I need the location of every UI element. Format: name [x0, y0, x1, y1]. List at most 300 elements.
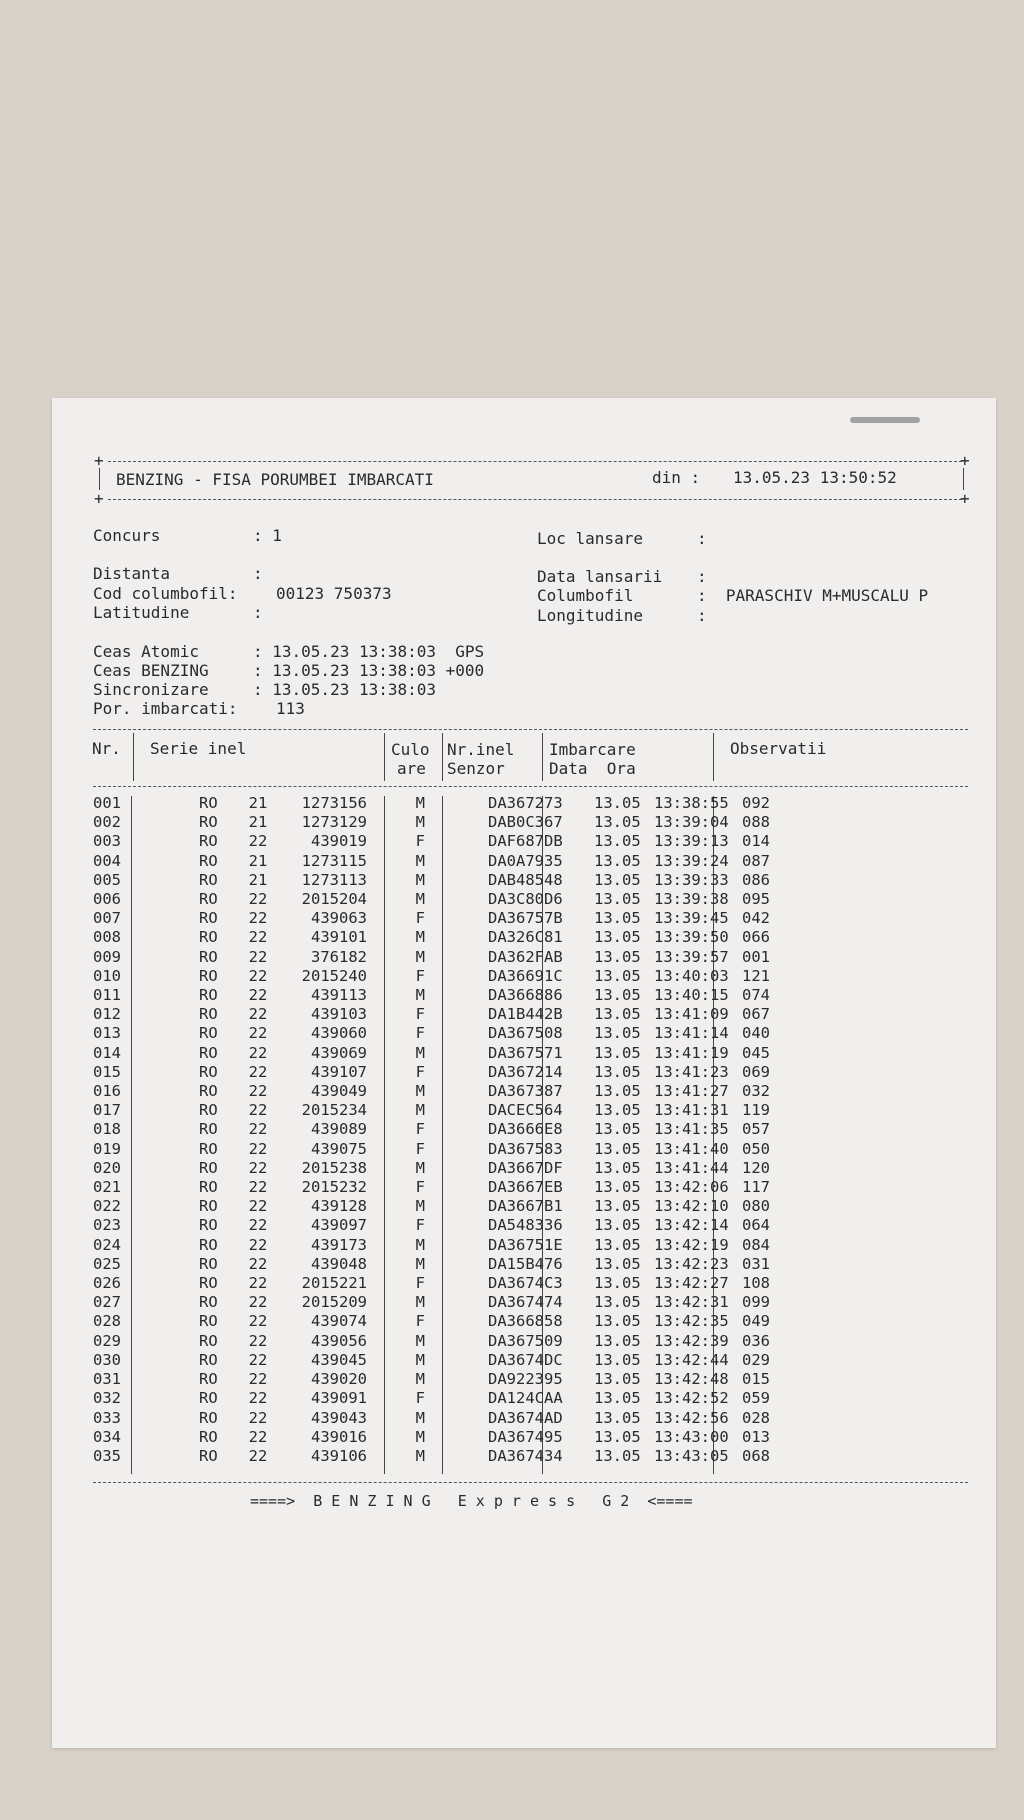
row-observatii: 069: [742, 1062, 770, 1081]
col-header-serie-inel: Serie inel: [150, 739, 247, 758]
row-observatii: 095: [742, 890, 770, 909]
row-sex: F: [415, 1178, 425, 1197]
row-culoare: [431, 1332, 483, 1351]
row-year: 22: [248, 1005, 268, 1024]
table-row: [93, 928, 802, 947]
row-date: 13.05: [594, 1446, 641, 1465]
row-culoare: [431, 852, 483, 871]
row-year: 22: [248, 1370, 268, 1389]
table-row: [93, 1197, 802, 1216]
header-box-bottom-left: +: [94, 489, 104, 508]
row-culoare: [431, 1370, 483, 1389]
row-culoare: [431, 1274, 483, 1293]
col-divider-serie: [384, 733, 385, 781]
row-country: RO: [199, 909, 218, 928]
row-country: RO: [199, 1005, 218, 1024]
row-sensor: DA367508: [488, 1024, 563, 1043]
row-year: 22: [248, 947, 268, 966]
table-header-rule: [93, 786, 968, 787]
row-nr: 001: [93, 794, 121, 812]
row-observatii: 057: [742, 1120, 770, 1139]
row-culoare: [431, 1351, 483, 1370]
row-sex: M: [415, 986, 425, 1005]
row-nr: 025: [93, 1254, 121, 1273]
table-row: [93, 1024, 802, 1043]
row-nr: 027: [93, 1293, 121, 1312]
row-observatii: 064: [742, 1216, 770, 1235]
row-culoare: [431, 986, 483, 1005]
row-sex: M: [415, 1254, 425, 1273]
row-culoare: [431, 1216, 483, 1235]
row-sensor: DA367387: [488, 1082, 563, 1101]
header-box-top-right: +: [960, 451, 970, 470]
row-sensor: DA366886: [488, 986, 563, 1005]
row-ring-number: 439019: [311, 832, 367, 851]
latitudine-label: Latitudine: [93, 603, 190, 622]
row-nr: 012: [93, 1005, 121, 1024]
row-ring-number: 439101: [311, 928, 367, 947]
table-row: [93, 1389, 802, 1408]
row-nr: 023: [93, 1216, 121, 1235]
table-row: [93, 1082, 802, 1101]
row-culoare: [431, 1063, 483, 1082]
row-country: RO: [199, 1408, 218, 1427]
table-row: [93, 1044, 802, 1063]
row-ring-number: 439173: [311, 1235, 367, 1254]
distanta-label: Distanta: [93, 564, 171, 583]
row-ring-number: 1273129: [301, 813, 367, 832]
table-row: [93, 1274, 802, 1293]
row-nr: 013: [93, 1024, 121, 1043]
row-ring-number: 439069: [311, 1043, 367, 1062]
row-culoare: [431, 1005, 483, 1024]
cod-columbofil-value: 00123 750373: [276, 584, 392, 603]
row-country: RO: [199, 928, 218, 947]
row-ring-number: 2015232: [301, 1178, 367, 1197]
distanta-value: :: [253, 564, 263, 583]
row-sex: M: [415, 1235, 425, 1254]
row-nr: 026: [93, 1274, 121, 1293]
row-sensor: DA3C80D6: [488, 890, 563, 909]
row-ring-number: 439097: [311, 1216, 367, 1235]
row-country: RO: [199, 813, 218, 832]
longitudine-value: :: [697, 606, 707, 625]
table-row: [93, 967, 802, 986]
row-sensor: DA548336: [488, 1216, 563, 1235]
col-header-nr-inel-1: Nr.inel: [447, 740, 515, 759]
row-date: 13.05: [594, 813, 641, 832]
row-time: 13:39:24: [654, 851, 729, 870]
row-observatii: 036: [742, 1331, 770, 1350]
row-nr: 017: [93, 1101, 121, 1120]
row-date: 13.05: [594, 1178, 641, 1197]
row-country: RO: [199, 947, 218, 966]
row-nr: 018: [93, 1120, 121, 1139]
row-observatii: 013: [742, 1427, 770, 1446]
row-country: RO: [199, 832, 218, 851]
row-ring-number: 439103: [311, 1005, 367, 1024]
row-date: 13.05: [594, 928, 641, 947]
col-divider-senzor: [542, 733, 543, 781]
row-year: 22: [248, 1312, 268, 1331]
row-observatii: 042: [742, 909, 770, 928]
row-sex: M: [415, 1331, 425, 1350]
row-country: RO: [199, 1043, 218, 1062]
row-nr: 016: [93, 1082, 121, 1101]
col-header-nr-inel-2: Senzor: [447, 759, 505, 778]
row-culoare: [431, 1197, 483, 1216]
row-sex: F: [415, 1062, 425, 1081]
row-culoare: [431, 832, 483, 851]
row-ring-number: 439049: [311, 1082, 367, 1101]
row-year: 22: [248, 1197, 268, 1216]
col-header-culoare-1: Culo: [391, 740, 430, 759]
document-title: BENZING - FISA PORUMBEI IMBARCATI: [116, 470, 434, 489]
row-country: RO: [199, 794, 218, 812]
cod-columbofil-label: Cod columbofil:: [93, 584, 238, 603]
table-row: [93, 1255, 802, 1274]
row-time: 13:43:05: [654, 1446, 729, 1465]
row-time: 13:39:04: [654, 813, 729, 832]
row-time: 13:42:44: [654, 1350, 729, 1369]
header-box-right: [963, 468, 964, 490]
row-sensor: DA3666E8: [488, 1120, 563, 1139]
row-nr: 004: [93, 851, 121, 870]
row-country: RO: [199, 1293, 218, 1312]
row-sensor: DA36751E: [488, 1235, 563, 1254]
table-row: [93, 1120, 802, 1139]
row-time: 13:42:52: [654, 1389, 729, 1408]
row-date: 13.05: [594, 986, 641, 1005]
row-nr: 024: [93, 1235, 121, 1254]
header-box-top: [108, 461, 962, 462]
row-sensor: DA1B442B: [488, 1005, 563, 1024]
row-culoare: [431, 1101, 483, 1120]
row-ring-number: 439106: [311, 1446, 367, 1465]
row-year: 21: [248, 851, 268, 870]
row-time: 13:39:45: [654, 909, 729, 928]
row-observatii: 032: [742, 1082, 770, 1101]
row-nr: 005: [93, 870, 121, 889]
latitudine-value: :: [253, 603, 263, 622]
header-box-left: [99, 468, 100, 490]
table-row: [93, 1370, 802, 1389]
columbofil-value: : PARASCHIV M+MUSCALU P: [697, 586, 929, 605]
row-nr: 030: [93, 1350, 121, 1369]
table-row: [93, 1063, 802, 1082]
row-time: 13:41:09: [654, 1005, 729, 1024]
row-sensor: DA362FAB: [488, 947, 563, 966]
table-row: [93, 852, 802, 871]
row-year: 22: [248, 928, 268, 947]
row-sex: F: [415, 1120, 425, 1139]
row-observatii: 086: [742, 870, 770, 889]
longitudine-label: Longitudine: [537, 606, 643, 625]
row-nr: 022: [93, 1197, 121, 1216]
row-sensor: DA3667EB: [488, 1178, 563, 1197]
row-sex: M: [415, 1370, 425, 1389]
ceas-benzing-label: Ceas BENZING: [93, 661, 209, 680]
table-row: [93, 1312, 802, 1331]
row-sex: M: [415, 851, 425, 870]
row-time: 13:42:06: [654, 1178, 729, 1197]
col-header-observatii: Observatii: [730, 739, 827, 758]
header-box-top-left: +: [94, 451, 104, 470]
row-time: 13:42:10: [654, 1197, 729, 1216]
row-time: 13:41:14: [654, 1024, 729, 1043]
row-time: 13:39:57: [654, 947, 729, 966]
row-sensor: DA3674C3: [488, 1274, 563, 1293]
row-nr: 033: [93, 1408, 121, 1427]
row-sensor: DA3667B1: [488, 1197, 563, 1216]
row-observatii: 059: [742, 1389, 770, 1408]
row-nr: 035: [93, 1446, 121, 1465]
loc-lansare-label: Loc lansare: [537, 529, 643, 548]
ink-smudge: [850, 417, 920, 423]
row-culoare: [431, 1293, 483, 1312]
row-year: 22: [248, 986, 268, 1005]
row-date: 13.05: [594, 1101, 641, 1120]
row-year: 22: [248, 909, 268, 928]
row-time: 13:39:13: [654, 832, 729, 851]
table-row: [93, 909, 802, 928]
row-year: 22: [248, 1139, 268, 1158]
row-time: 13:42:14: [654, 1216, 729, 1235]
row-observatii: 080: [742, 1197, 770, 1216]
row-ring-number: 439091: [311, 1389, 367, 1408]
row-culoare: [431, 928, 483, 947]
row-ring-number: 439075: [311, 1139, 367, 1158]
row-nr: 029: [93, 1331, 121, 1350]
row-observatii: 067: [742, 1005, 770, 1024]
col-header-nr: Nr.: [92, 739, 121, 758]
row-observatii: 031: [742, 1254, 770, 1273]
row-time: 13:41:35: [654, 1120, 729, 1139]
row-time: 13:41:40: [654, 1139, 729, 1158]
row-year: 22: [248, 1408, 268, 1427]
row-culoare: [431, 1409, 483, 1428]
row-nr: 006: [93, 890, 121, 909]
row-ring-number: 439056: [311, 1331, 367, 1350]
table-row: [93, 986, 802, 1005]
header-box-bottom-right: +: [960, 489, 970, 508]
row-culoare: [431, 1389, 483, 1408]
row-time: 13:42:48: [654, 1370, 729, 1389]
row-time: 13:42:19: [654, 1235, 729, 1254]
row-country: RO: [199, 1062, 218, 1081]
row-ring-number: 2015204: [301, 890, 367, 909]
row-year: 22: [248, 1274, 268, 1293]
row-country: RO: [199, 1446, 218, 1465]
row-year: 22: [248, 966, 268, 985]
row-sensor: DA367434: [488, 1446, 563, 1465]
row-year: 22: [248, 1178, 268, 1197]
row-culoare: [431, 1255, 483, 1274]
row-year: 22: [248, 1254, 268, 1273]
row-sex: F: [415, 1389, 425, 1408]
por-imbarcati-value: 113: [276, 699, 305, 718]
row-time: 13:43:00: [654, 1427, 729, 1446]
row-date: 13.05: [594, 1389, 641, 1408]
row-sex: F: [415, 966, 425, 985]
row-date: 13.05: [594, 1254, 641, 1273]
row-observatii: 029: [742, 1350, 770, 1369]
row-sex: M: [415, 794, 425, 812]
row-sensor: DA367214: [488, 1062, 563, 1081]
row-sensor: DA0A7935: [488, 851, 563, 870]
row-nr: 031: [93, 1370, 121, 1389]
row-time: 13:40:03: [654, 966, 729, 985]
row-time: 13:41:19: [654, 1043, 729, 1062]
row-observatii: 099: [742, 1293, 770, 1312]
row-sex: M: [415, 928, 425, 947]
row-culoare: [431, 794, 483, 813]
row-country: RO: [199, 870, 218, 889]
row-time: 13:41:27: [654, 1082, 729, 1101]
row-date: 13.05: [594, 1139, 641, 1158]
table-row: [93, 1216, 802, 1235]
row-observatii: 049: [742, 1312, 770, 1331]
row-country: RO: [199, 1331, 218, 1350]
row-culoare: [431, 1236, 483, 1255]
row-ring-number: 1273156: [301, 794, 367, 812]
row-date: 13.05: [594, 1331, 641, 1350]
row-date: 13.05: [594, 832, 641, 851]
table-row: [93, 1101, 802, 1120]
col-divider-culoare: [442, 733, 443, 781]
row-culoare: [431, 871, 483, 890]
row-year: 22: [248, 1024, 268, 1043]
row-country: RO: [199, 1158, 218, 1177]
row-culoare: [431, 909, 483, 928]
row-sensor: DAB0C367: [488, 813, 563, 832]
row-time: 13:42:56: [654, 1408, 729, 1427]
row-date: 13.05: [594, 966, 641, 985]
table-row: [93, 1409, 802, 1428]
row-nr: 034: [93, 1427, 121, 1446]
row-culoare: [431, 1082, 483, 1101]
row-ring-number: 2015209: [301, 1293, 367, 1312]
table-row: [93, 1159, 802, 1178]
row-sensor: DA15B476: [488, 1254, 563, 1273]
row-time: 13:41:44: [654, 1158, 729, 1177]
table-row: [93, 1332, 802, 1351]
data-lansarii-label: Data lansarii: [537, 567, 663, 586]
row-sex: M: [415, 1293, 425, 1312]
row-date: 13.05: [594, 1120, 641, 1139]
row-ring-number: 2015240: [301, 966, 367, 985]
row-year: 22: [248, 1082, 268, 1101]
row-year: 22: [248, 1350, 268, 1369]
row-ring-number: 439113: [311, 986, 367, 1005]
row-culoare: [431, 1140, 483, 1159]
table-row: [93, 1293, 802, 1312]
table-row: [93, 1447, 802, 1466]
row-sensor: DA3674DC: [488, 1350, 563, 1369]
row-ring-number: 439048: [311, 1254, 367, 1273]
row-sensor: DA367495: [488, 1427, 563, 1446]
row-sex: F: [415, 832, 425, 851]
table-row: [93, 1140, 802, 1159]
row-observatii: 015: [742, 1370, 770, 1389]
ceas-benzing-value: : 13.05.23 13:38:03 +000: [253, 661, 485, 680]
row-time: 13:39:50: [654, 928, 729, 947]
row-culoare: [431, 1120, 483, 1139]
table-top-rule: [93, 729, 968, 730]
table-row: [93, 813, 802, 832]
table-row: [93, 1351, 802, 1370]
sincronizare-label: Sincronizare: [93, 680, 209, 699]
table-row: [93, 794, 802, 813]
row-date: 13.05: [594, 1024, 641, 1043]
row-time: 13:42:35: [654, 1312, 729, 1331]
row-ring-number: 2015238: [301, 1158, 367, 1177]
row-date: 13.05: [594, 1350, 641, 1369]
row-country: RO: [199, 1139, 218, 1158]
row-ring-number: 2015221: [301, 1274, 367, 1293]
row-nr: 010: [93, 966, 121, 985]
row-culoare: [431, 1044, 483, 1063]
row-culoare: [431, 948, 483, 967]
row-observatii: 001: [742, 947, 770, 966]
row-time: 13:42:39: [654, 1331, 729, 1350]
row-year: 22: [248, 890, 268, 909]
row-date: 13.05: [594, 1235, 641, 1254]
footer-banner: ====> B E N Z I N G E x p r e s s G 2 <====: [250, 1492, 693, 1510]
row-nr: 019: [93, 1139, 121, 1158]
row-year: 22: [248, 1043, 268, 1062]
row-date: 13.05: [594, 1197, 641, 1216]
row-observatii: 121: [742, 966, 770, 985]
row-observatii: 050: [742, 1139, 770, 1158]
row-time: 13:39:33: [654, 870, 729, 889]
row-year: 22: [248, 1158, 268, 1177]
row-sex: M: [415, 1101, 425, 1120]
row-sex: F: [415, 1005, 425, 1024]
row-nr: 020: [93, 1158, 121, 1177]
row-year: 22: [248, 1293, 268, 1312]
header-box-bottom: [108, 499, 962, 500]
row-observatii: 084: [742, 1235, 770, 1254]
row-country: RO: [199, 890, 218, 909]
row-country: RO: [199, 1254, 218, 1273]
row-time: 13:42:23: [654, 1254, 729, 1273]
row-culoare: [431, 1178, 483, 1197]
loc-lansare-value: :: [697, 529, 707, 548]
row-sex: F: [415, 1024, 425, 1043]
row-date: 13.05: [594, 890, 641, 909]
row-culoare: [431, 890, 483, 909]
row-year: 21: [248, 870, 268, 889]
row-date: 13.05: [594, 1427, 641, 1446]
row-culoare: [431, 1024, 483, 1043]
row-sensor: DA367583: [488, 1139, 563, 1158]
row-sex: M: [415, 1197, 425, 1216]
row-sensor: DA326C81: [488, 928, 563, 947]
row-country: RO: [199, 851, 218, 870]
row-sex: M: [415, 1350, 425, 1369]
row-date: 13.05: [594, 1082, 641, 1101]
row-year: 22: [248, 1446, 268, 1465]
row-sex: M: [415, 890, 425, 909]
row-culoare: [431, 967, 483, 986]
row-observatii: 117: [742, 1178, 770, 1197]
row-nr: 014: [93, 1043, 121, 1062]
row-observatii: 045: [742, 1043, 770, 1062]
por-imbarcati-label: Por. imbarcati:: [93, 699, 238, 718]
row-date: 13.05: [594, 870, 641, 889]
date-label: din :: [652, 468, 701, 487]
